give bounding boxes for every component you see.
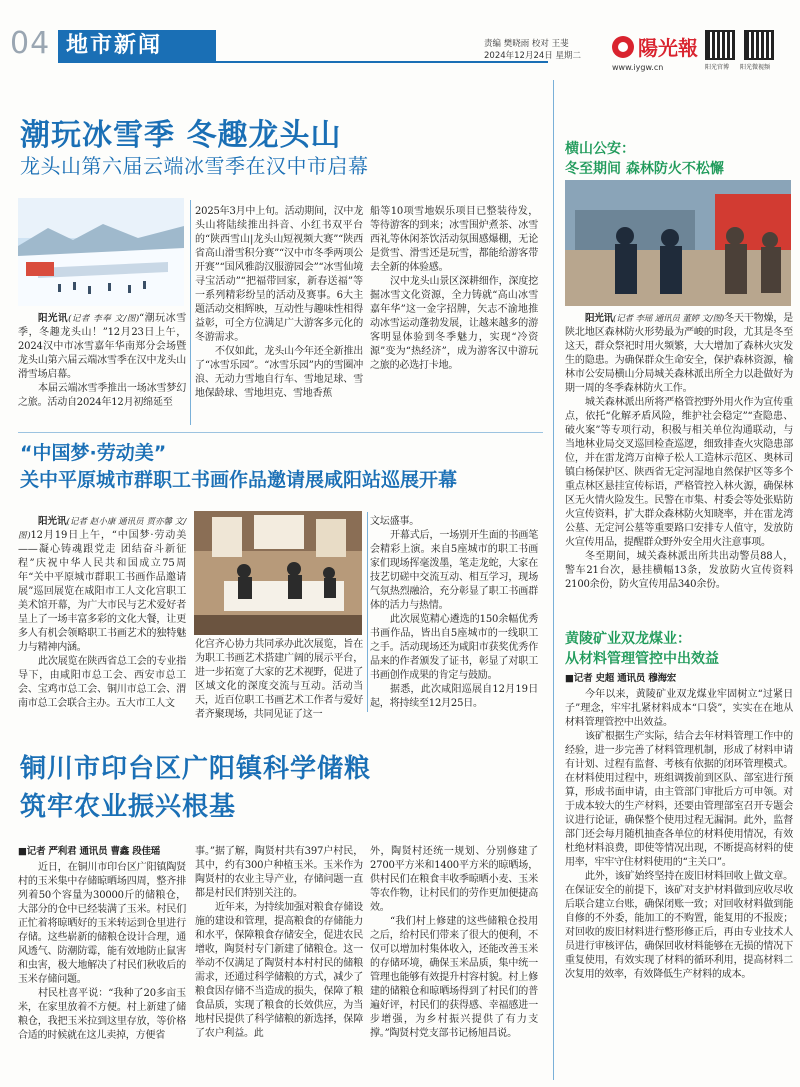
sidebar-divider xyxy=(553,80,554,1080)
story1-col3-p2: 汉中龙头山景区深耕细作，深度挖掘冰雪文化资源，全力铸就“高山冰雪嘉年华”这一金字招牌，矢志不渝地推动冰雪运动蓬勃发展，让越来越多的游客明显体验到冬季魅力，实现“冷资源”变为“热经济”，成为游客汉中游玩之旅的必选打卡地。 xyxy=(370,276,538,371)
story3-col3-p1: 外，陶贤村还统一规划、分别修建了2700平方米和1400平方米的晾晒场，供村民们在粮食丰收季晾晒小麦、玉米等农作物，让村民们的劳作更加便捷高效。 xyxy=(370,846,538,913)
sidebar2-body xyxy=(565,672,793,982)
sidebar2-title-line2: 从材料管理管控中出效益 xyxy=(565,651,719,667)
sidebar1-byline-note: (记者 李瑶 通讯员 董婷 文/图) xyxy=(613,314,725,324)
story1-col3-p1: 船等10项雪地娱乐项目已整装待发，等待游客的到来；冰雪围炉煮茶、冰雪西礼等休闲茶饮活动氛围感爆棚，无论是赏雪、滑雪还是玩雪，都能给游客带去全新的体验感。 xyxy=(370,206,538,273)
story3-col1-p2: 村民杜喜平说：“我种了20多亩玉米，在家里放着不方便。村上新建了储粮仓，我把玉米拉到这里存放，等价格合适的时候就在这儿卖掉，方便省 xyxy=(18,988,186,1041)
sidebar1-kicker: 横山公安： xyxy=(565,141,635,157)
story2-col1-p2: 此次展览在陕西省总工会的专业指导下，由咸阳市总工会、西安市总工会、宝鸡市总工会、铜川市总工会、渭南市总工会联合主办。五大市工人文 xyxy=(18,656,186,709)
story1-byline-note: (记者 李奉 文/图) xyxy=(68,314,139,324)
sidebar1-byline: 阳光讯 xyxy=(585,313,614,324)
sidebar2-p2: 该矿根据生产实际，结合去年材料管理工作中的经验，进一步完善了材料管理机制，形成了材料申请有计划、过程有监督、考核有依据的闭环管理模式。在材料使用过程中，班组调拨前到区队、部室进行预算，形成书面申请，由主管部门审批后方可申领。对于成本较大的生产材料，还要由管理部室召开专题会议进行论证，确保整个使用过程无漏洞。此外，监督部门还会每月随机抽查各单位的材料使用情况，有效杜绝材料浪费，即使等情况出现，不断提高材料的使用率，牢牢守住材料使用的“主关口”。 xyxy=(565,731,793,868)
story2-col1 xyxy=(18,515,186,711)
story3-col2 xyxy=(195,845,363,1041)
header-rule xyxy=(58,61,548,63)
story1-col1-p1: “潮玩冰雪季，冬趣龙头山！”12月23日上午，2024汉中市冰雪嘉年华南郑分会场暨龙头山第六届云端冰雪季在汉中龙头山滑雪场启幕。 xyxy=(18,313,186,380)
page-number: 04 xyxy=(10,26,51,61)
story2-col3-p3: 据悉，此次咸阳巡展自12月19日起，将持续至12月25日。 xyxy=(370,684,538,709)
story3-title-line2: 筑牢农业振兴根基 xyxy=(20,792,237,822)
section-label: 地市新闻 xyxy=(58,30,216,62)
story2-col3-p1: 开幕式后，一场别开生面的书画笔会精彩上演。来自5座城市的职工书画家们现场挥毫泼墨，笔走龙蛇，大家在技艺切磋中交流互动、相互学习，现场气氛热烈融洽，充分彰显了职工书画群体的活力与热情。 xyxy=(370,530,538,611)
story1-subtitle: 龙头山第六届云端冰雪季在汉中市启幕 xyxy=(20,154,369,178)
story1-col1 xyxy=(18,312,186,410)
sidebar2-p3: 此外，该矿始终坚持在废旧材料回收上做文章。在保证安全的前提下，该矿对支护材料做到应收尽收后联合建立台账，确保闭账一致；对回收材料做到能自修的不外委，能加工的不购置，能复用的不报废；对回收的废旧材料进行整形修正后，再由专业技术人员进行审核评估，确保回收材料能够在无损的情况下重复使用，有效实现了材料的循环利用，提高材料二次复用的效率，有效降低生产材料的成本。 xyxy=(565,871,793,980)
qr-label-video: 阳光微视频 xyxy=(740,64,771,71)
sidebar1-title: 冬至期间 森林防火不松懈 xyxy=(565,161,724,177)
story2-kicker: “中国梦·劳动美” xyxy=(20,442,167,464)
story2-col3 xyxy=(370,515,538,711)
story3-col3-p2: “我们村上修建的这些储粮仓投用之后，给村民们带来了很大的便利，不仅可以增加村集体收入，还能改善玉米的存储环境，确保玉米品质，集中统一管理也能够有效提升村容村貌。村上修建的储粮仓和晾晒场得到了村民们的普遍好评，村民们的获得感、幸福感进一步增强，为乡村振兴提供了有力支撑。”陶贤村党支部书记杨旭昌说。 xyxy=(370,916,538,1039)
qr-code-weibo[interactable] xyxy=(705,30,735,60)
issue-date: 2024年12月24日 星期二 xyxy=(484,51,581,61)
story3-col1 xyxy=(18,845,186,1043)
story1-title: 潮玩冰雪季 冬趣龙头山 xyxy=(20,118,342,153)
sidebar2-title-line1: 黄陵矿业双龙煤业： xyxy=(565,631,691,647)
story3-col2-p1: 事。”据了解，陶贤村共有397户村民，其中，约有300户种植玉米。玉米作为陶贤村的农业主导产业，存储问题一直都是村民们特别关注的。 xyxy=(195,846,363,899)
story2-col2-p1: 化宫齐心协力共同承办此次展览，旨在为职工书画艺术搭建广阔的展示平台，进一步拓宽了大家的艺术视野，促进了区域文化的深度交流与互动。活动当天，近百位职工书画艺术工作者与爱好者齐聚现场，共同见证了这一 xyxy=(195,639,363,720)
story3-col2-p2: 近年来，为持续加强对粮食存储设施的建设和管理，提高粮食的存储能力和水平，保障粮食存储安全，促进农民增收，陶贤村专门新建了储粮仓。这一举动不仅满足了陶贤村本村村民的储粮需求，还通过科学储粮的方式，减少了粮食因存储不当造成的损失，保障了粮食品质，实现了粮食的长效供应，为当地村民提供了科学储粮的新选择，保障了农户利益。此 xyxy=(195,902,363,1039)
story1-col2-p1: 2025年3月中上旬。活动期间，汉中龙头山将陆续推出抖音、小红书双平台的“陕西雪山|龙头山短视频大赛”“陕西省高山滑雪积分赛”“汉中市冬季两项公开赛”“国风雅韵汉服游园会”“冰雪仙境寻宝活动”“把福带回家，新春送福”等一系列精彩纷呈的活动及赛事。6大主题活动交相辉映，互动性与趣味性相得益彰，可全方位满足广大游客多元化的冬游需求。 xyxy=(195,206,364,343)
story2-title: 关中平原城市群职工书画作品邀请展咸阳站巡展开幕 xyxy=(20,469,458,491)
story2-col1-p1: 12月19日上午，“中国梦·劳动美——凝心铸魂跟党走 团结奋斗新征程”庆祝中华人民共和国成立75周年“关中平原城市群职工书画作品邀请展”巡回展览在咸阳市工人文化宫职工美术馆开幕，为广大市民与艺术爱好者呈上了一场丰富多彩的文化大餐，让更多人有机会领略职工书画艺术的独特魅力与精神内涵。 xyxy=(18,530,186,653)
story2-col2 xyxy=(195,638,363,722)
story3-col1-p1: 近日，在铜川市印台区广阳镇陶贤村的玉米集中存储晾晒场四周，整齐排列着50个容量为30000斤的储粮仓，大部分的仓中已经装满了玉米。村民们正忙着将晾晒好的玉米转运到仓里进行存储。这些崭新的储粮仓设计合理，通风透气、防潮防霉，能有效地防止鼠害和虫害，极大地解决了村民们秋收后的玉米存储问题。 xyxy=(18,862,186,985)
story3-title-line1: 铜川市印台区广阳镇科学储粮 xyxy=(20,754,372,784)
qr-label-weibo: 阳光官博 xyxy=(705,64,730,71)
sidebar2-p1: 今年以来，黄陵矿业双龙煤业牢固树立“过紧日子”理念，牢牢扎紧材料成本“口袋”，实实在在地从材料管理管控中出效益。 xyxy=(565,689,793,728)
story3-col3 xyxy=(370,845,538,1041)
snow-park-photo xyxy=(18,198,184,306)
police-patrol-photo xyxy=(565,180,791,306)
qr-code-video[interactable] xyxy=(744,30,774,60)
story1-col2 xyxy=(195,205,363,401)
website-url[interactable]: www.iygw.cn xyxy=(612,63,664,72)
sidebar1-p2: 冬至期间，城关森林派出所共出动警员88人，警车21台次，悬挂横幅13条，发放防火宣传资料2100余份，防火宣传用品340余份。 xyxy=(565,551,793,590)
story1-byline: 阳光讯 xyxy=(38,313,69,324)
story2-byline: 阳光讯 xyxy=(38,516,67,527)
story1-col3 xyxy=(370,205,538,373)
story1-col1-p2: 本届云端冰雪季推出一场冰雪梦幻之旅。活动自2024年12月初绵延至 xyxy=(18,383,186,408)
story2-col3-p2: 此次展览精心遴选的150余幅优秀书画作品，皆出自5座城市的一线职工之手。活动现场还为咸阳市获奖优秀作品来的作者颁发了证书，彰显了对职工书画创作成果的肯定与鼓励。 xyxy=(370,614,538,681)
column-divider xyxy=(190,200,191,425)
section-divider xyxy=(18,432,543,433)
calligraphy-event-photo xyxy=(194,511,362,635)
story2-col3-p0: 文坛盛事。 xyxy=(370,516,419,527)
editors-credit: 责编 樊晓雨 校对 王斐 xyxy=(484,39,569,49)
sidebar1-lead: 冬天干物燥，是陕北地区森林防火形势最为严峻的时段，尤其是冬至这天，群众祭祀时用火频繁，大大增加了森林火灾发生的隐患。为确保群众生命安全，保护森林资源，榆林市公安局横山分局城关森林派出所全力以赴做好为期一周的冬季森林防火工作。 xyxy=(565,313,793,394)
sidebar2-byline: ■记者 史超 通讯员 穆海宏 xyxy=(565,673,677,684)
story3-byline: ■记者 严利君 通讯员 曹鑫 段佳瑶 xyxy=(18,846,161,857)
logo-wordmark: 陽光報 xyxy=(638,36,698,60)
column-divider xyxy=(367,512,368,712)
story1-col2-p2: 不仅如此，龙头山今年还全新推出了“冰雪乐园”。“冰雪乐园”内的雪圈冲浪、无动力雪地自行车、雪地足球、雪地保龄球、雪地坦克、雪地香蕉 xyxy=(195,346,363,399)
newspaper-logo[interactable] xyxy=(610,32,702,62)
sidebar1-body xyxy=(565,312,793,592)
sidebar1-p1: 城关森林派出所将严格管控野外用火作为宣传重点，依托“化解矛盾风险，维护社会稳定”“查隐患、破火案”等专项行动，积极与相关单位沟通联动，与当地林业局交叉巡回检查巡逻，细致排查火灾隐患部位，并在雷龙湾万亩樟子松人工造林示范区、奥林司镇白杨保护区、陕西省无定河湿地自然保护区等多个重点林区悬挂宣传标语，严格管控入林火源，确保林区无火情火险发生。民警在市集、村委会等处张贴防火宣传资料，扩大群众森林防火知晓率，并在雷龙湾公墓、无定河公墓等重要路口安排专人值守，发放防火宣传用品，提醒群众野外安全用火注意事项。 xyxy=(565,397,793,548)
story2-byline-note: (记者 赵小康 通讯员 贾亦馨 文/图) xyxy=(18,517,186,541)
